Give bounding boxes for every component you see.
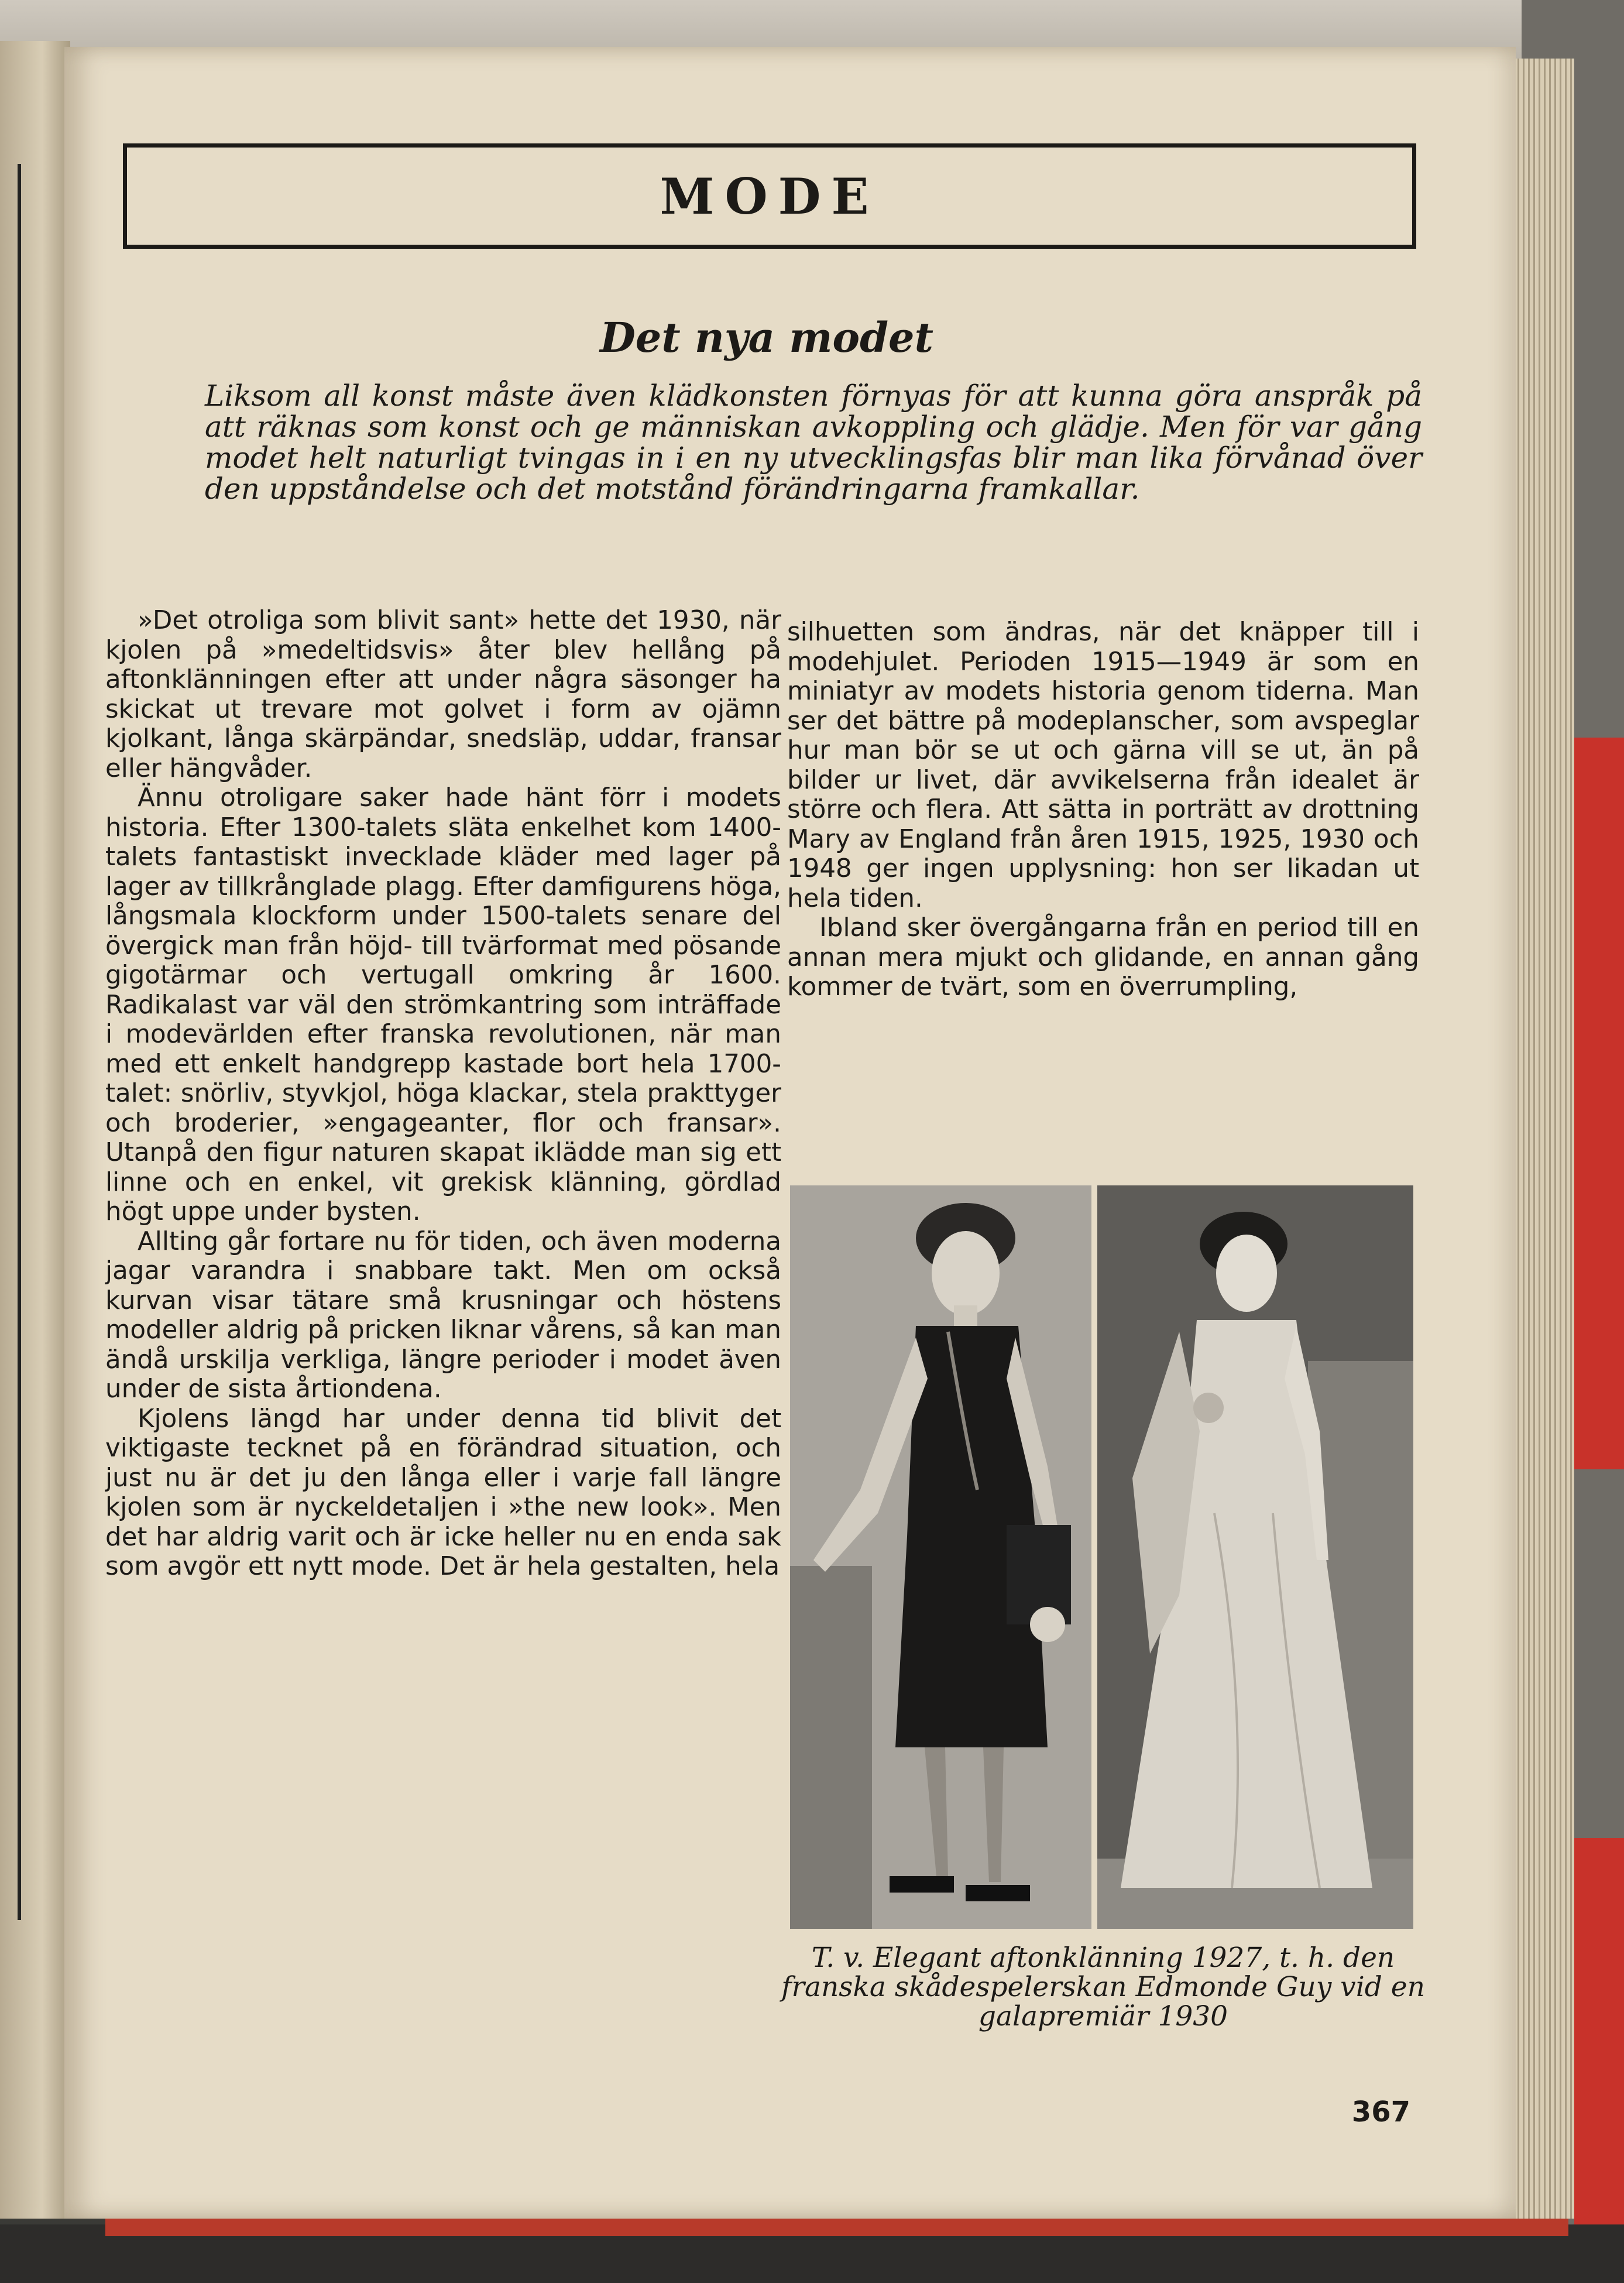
article-intro: Liksom all konst måste även klädkonsten förnyas för att kunna göra anspråk på att räknas som konst och ge människan avkoppling och glädje. Men för var gång modet helt naturligt tvingas in i en ny utvecklingsfas blir man lika förvånad över den uppståndelse och det motstånd förändringarna framkallar. [205, 379, 1422, 506]
photo-pair [790, 1185, 1413, 1929]
paragraph: »Det otroliga som blivit sant» hette det 1930, när kjolen på »medeltidsvis» åter blev hellång på aftonklänningen efter att under några säsonger ha skickat ut trevare mot golvet i form av ojämn kjolkant, långa skärpändar, snedsläp, uddar, fransar eller hängvåder. [105, 606, 781, 783]
photo-edmonde-guy-1930 [1097, 1185, 1413, 1929]
book-cover-bottom-edge [105, 2219, 1568, 2236]
section-title: MODE [660, 167, 880, 225]
article-title: Det nya modet [600, 313, 933, 362]
book-cover-edge [1574, 738, 1624, 1469]
book-page [64, 47, 1516, 2219]
paragraph: Allting går fortare nu för tiden, och även moderna jagar varandra i snabbare takt. Men om också kurvan visar tätare små krusningar och höstens modeller aldrig på pricken liknar vårens, så kan man ändå urskilja verkliga, längre perioder i modet även under de sista årtiondena. [105, 1226, 781, 1404]
paragraph: silhuetten som ändras, när det knäpper till i modehjulet. Perioden 1915—1949 är som en miniatyr av modets historia genom tiderna. Man ser det bättre på modeplanscher, som avspeglar hur man bör se ut och gärna vill se ut, än på bilder ur livet, där avvikelserna från idealet är större och flera. Att sätta in porträtt av drottning Mary av England från åren 1915, 1925, 1930 och 1948 ger ingen upplysning: hon ser likadan ut hela tiden. [787, 618, 1419, 913]
paragraph: Ibland sker övergångarna från en period till en annan mera mjukt och glidande, en annan gång kommer de tvärt, som en överrumpling, [787, 913, 1419, 1002]
page-number: 367 [1351, 2096, 1410, 2128]
text-column-left [105, 606, 781, 1582]
book-cover-edge-lower [1574, 1838, 1624, 2283]
paragraph: Kjolens längd har under denna tid blivit det viktigaste tecknet på en förändrad situation, och just nu är det ju den långa eller i varje fall längre kjolen som är nyckeldetaljen i »the new look». Men det har aldrig varit och är icke heller nu en enda sak som avgör ett nytt mode. Det är hela gestalten, hela [105, 1404, 781, 1581]
text-column-right [787, 618, 1419, 1002]
previous-page-edge [0, 41, 70, 2219]
section-header [123, 143, 1416, 249]
photo-caption: T. v. Elegant aftonklänning 1927, t. h. den franska skådespelerskan Edmonde Guy vid en galapremiär 1930 [781, 1942, 1425, 2032]
paragraph: Ännu otroligare saker hade hänt förr i modets historia. Efter 1300-talets släta enkelhet kom 1400-talets fantastiskt invecklade kläder med lager på lager av tillkrånglade plagg. Efter damfigurens höga, långsmala klockform under 1500-talets senare del övergick man från höjd- till tvärformat med pösande gigotärmar och vertugall omkring år 1600. Radikalast var väl den strömkantring som inträffade i modevärlden efter franska revolutionen, när man med ett enkelt handgrepp kastade bort hela 1700-talet: snörliv, styvkjol, höga klackar, stela prakttyger och broderier, »engageanter, flor och fransar». Utanpå den figur naturen skapat iklädde man sig ett linne och en enkel, vit grekisk klänning, gördlad högt uppe under bysten. [105, 783, 781, 1226]
photo-evening-dress-1927 [790, 1185, 1091, 1929]
previous-page-rule [18, 164, 21, 1920]
